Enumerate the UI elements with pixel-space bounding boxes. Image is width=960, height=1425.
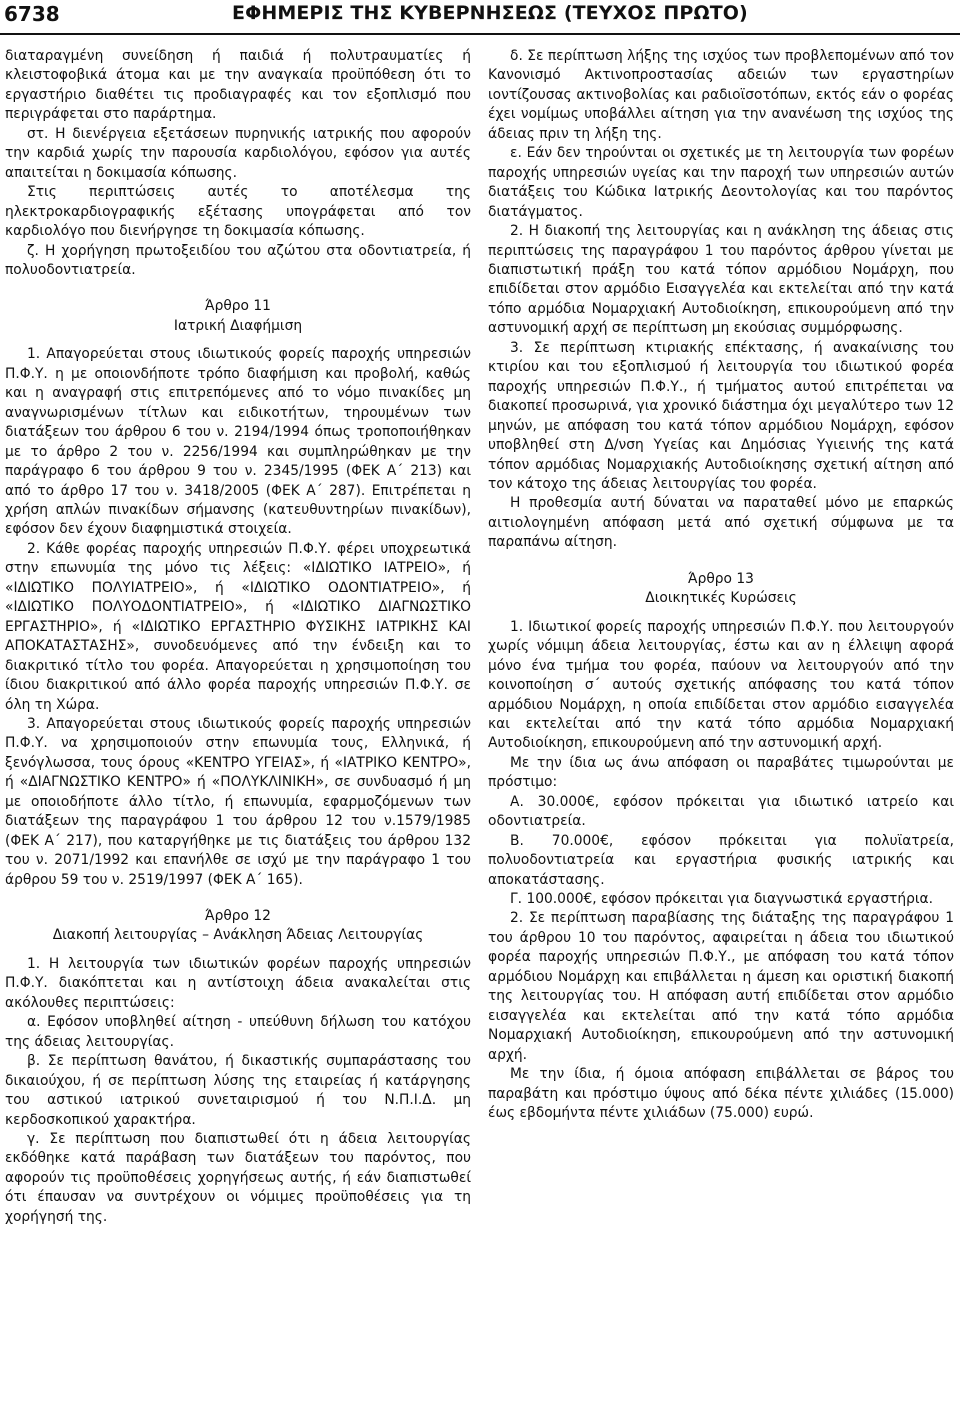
paragraph: 1. Ιδιωτικοί φορείς παροχής υπηρεσιών Π.Φ.Υ. που λειτουργούν χωρίς νόμιμη άδεια λειτουργίας, έστω και αν η έλλειψη αφορά μόνο ένα τμήμα του φορέα, παύουν να λειτουργούν από την κοινοποίηση σ΄ αυτούς σχετικής απόφασης του κατά τόπον αρμόδιου Νομάρχη, η οποία επιδίδεται στον αρμόδιο εισαγγελέα και εκτελείται από την κατά τόπο αρμόδια Νομαρχιακή Αυτοδιοίκηση, επικουρούμενη από την αστυνομική αρχή. — [488, 618, 954, 752]
paragraph: ζ. Η χορήγηση πρωτοξειδίου του αζώτου στα οδοντιατρεία, ή πολυοδοντιατρεία. — [5, 242, 471, 278]
paragraph: 2. Η διακοπή της λειτουργίας και η ανάκληση της άδειας στις περιπτώσεις της παραγράφου 1 του παρόντος άρθρου γίνεται με διαπιστωτική πράξη του κατά τόπον αρμόδιου Νομάρχη, που επιδίδεται στον αρμόδιο Εισαγγελέα και εκτελείται από την κατά τόπο αρμόδια Νομαρχιακή Αυτοδιοίκηση, επικουρούμενη από την αστυνομική αρχή σε περίπτωση μη εκούσιας συμμόρφωσης. — [488, 223, 954, 337]
paragraph: Στις περιπτώσεις αυτές το αποτέλεσμα της ηλεκτροκαρδιογραφικής εξέτασης υπογράφεται από τον καρδιολόγο που διενήργησε τη δοκιμασία κόπωσης. — [5, 184, 471, 240]
paragraph: 3. Απαγορεύεται στους ιδιωτικούς φορείς παροχής υπηρεσιών Π.Φ.Υ. να χρησιμοποιούν στην επωνυμία τους, Ελληνικά, ή ξενόγλωσσα, τους όρους «ΚΕΝΤΡΟ ΥΓΕΙΑΣ», ή «ΙΑΤΡΙΚΟ ΚΕΝΤΡΟ», ή «ΔΙΑΓΝΩΣΤΙΚΟ ΚΕΝΤΡΟ» ή «ΠΟΛΥΚΛΙΝΙΚΗ», σε συνδυασμό ή μη με οποιοδήποτε άλλο τίτλο, ή επωνυμία, εφαρμοζόμενων των διατάξεων της παραγράφου 1 του άρθρου 12 του ν.1579/1985 (ΦΕΚ Α΄ 217), που καταργήθηκε με τις διατάξεις του άρθρου 132 του ν. 2071/1992 και επανήλθε σε ισχύ με την παράγραφο 1 του άρθρου 59 του ν. 2519/1997 (ΦΕΚ Α΄ 165). — [5, 715, 471, 888]
page-number: 6738 — [4, 2, 60, 26]
paragraph: διαταραγμένη συνείδηση ή παιδιά ή πολυτραυματίες ή κλειστοφοβικά άτομα και με την αναγκαία προϋπόθεση ότι το εργαστήριο διαθέτει τις προδιαγραφές και τον εξοπλισμό που περιγράφεται στο παράρτημα. — [5, 48, 471, 123]
right-column — [488, 47, 954, 1123]
paragraph: 2. Κάθε φορέας παροχής υπηρεσιών Π.Φ.Υ. φέρει υποχρεωτικά στην επωνυμία της μόνο τις λέξεις: «ΙΔΙΩΤΙΚΟ ΙΑΤΡΕΙΟ», ή «ΙΔΙΩΤΙΚΟ ΠΟΛΥΙΑΤΡΕΙΟ», ή «ΙΔΙΩΤΙΚΟ ΟΔΟΝΤΙΑΤΡΕΙΟ», ή «ΙΔΙΩΤΙΚΟ ΠΟΛΥΟΔΟΝΤΙΑΤΡΕΙΟ», ή «ΙΔΙΩΤΙΚΟ ΔΙΑΓΝΩΣΤΙΚΟ ΕΡΓΑΣΤΗΡΙΟ», ή «ΙΔΙΩΤΙΚΟ ΕΡΓΑΣΤΗΡΙΟ ΦΥΣΙΚΗΣ ΙΑΤΡΙΚΗΣ ΚΑΙ ΑΠΟΚΑΤΑΣΤΑΣΗΣ», συνοδευόμενες από την ένδειξη και το διακριτικό τίτλο του φορέα. Απαγορεύεται η χρησιμοποίηση του ίδιου διακριτικού από άλλο φορέα παροχής υπηρεσιών Π.Φ.Υ. σε όλη τη Χώρα. — [5, 540, 471, 713]
paragraph: 3. Σε περίπτωση κτιριακής επέκτασης, ή ανακαίνισης του κτιρίου και του εξοπλισμού ή λειτουργία του ιδιωτικού φορέα παροχής υπηρεσιών Π.Φ.Υ., ή τμήματος αυτού επιτρέπεται να διακοπεί προσωρινά, για χρονικό διάστημα όχι μεγαλύτερο των 12 μηνών, με απόφαση του κατά τόπον αρμόδιου Νομάρχη, εφόσον υποβληθεί στη Δ/νση Υγείας και Δημόσιας Υγιεινής της κατά τόπον αρμόδιας Νομαρχιακής Αυτοδιοίκησης σχετική αίτηση από τον κάτοχο της άδειας λειτουργίας του φορέα. — [488, 339, 954, 492]
article-heading: Άρθρο 12 — [205, 908, 271, 925]
paragraph: Γ. 100.000€, εφόσον πρόκειται για διαγνωστικά εργαστήρια. — [510, 891, 934, 908]
paragraph: ε. Εάν δεν τηρούνται οι σχετικές με τη λειτουργία των φορέων παροχής υπηρεσιών υγείας και την παροχή των υπηρεσιών αυτών διατάξεις του Κώδικα Ιατρικής Δεοντολογίας και του παρόντος διατάγματος. — [488, 145, 954, 220]
article-heading: Διοικητικές Κυρώσεις — [645, 590, 797, 607]
paragraph: Με την ίδια ως άνω απόφαση οι παραβάτες τιμωρούνται με πρόστιμο: — [488, 754, 954, 791]
paragraph: Η προθεσμία αυτή δύναται να παραταθεί μόνο με επαρκώς αιτιολογημένη απόφαση μετά από σχετική σύμφωνα με τα παραπάνω αίτηση. — [488, 495, 954, 551]
article-heading: Άρθρο 13 — [688, 570, 754, 587]
article-heading: Άρθρο 11 — [205, 298, 271, 315]
left-column — [5, 47, 471, 1227]
paragraph: δ. Σε περίπτωση λήξης της ισχύος των προβλεπομένων από τον Κανονισμό Ακτινοπροστασίας αδειών των εργαστηρίων ιοντίζουσας ακτινοβολίας και ραδιοϊσοτόπων, εκτός εάν ο φορέας έχει νομίμως υποβάλλει αίτηση για την ανανέωση της ισχύος της άδειας πριν τη λήξη της. — [488, 48, 954, 142]
paragraph: 1. Απαγορεύεται στους ιδιωτικούς φορείς παροχής υπηρεσιών Π.Φ.Υ. η με οποιονδήποτε τρόπο διαφήμιση και προβολή, καθώς και η αναγραφή στις επιτρεπόμενες από το νόμο πινακίδες μη αναγνωρισμένων τίτλων και ειδικοτήτων, τηρουμένων των διατάξεων του άρθρου 6 του ν. 2194/1994 όπως τροποποιήθηκαν με το άρθρο 2 του ν. 2256/1994 και συμπληρώθηκαν με την παράγραφο 6 του άρθρου 9 του ν. 2345/1995 (ΦΕΚ Α΄ 213) και από το άρθρο 17 του ν. 3418/2005 (ΦΕΚ Α΄ 287). Επιτρέπεται η χρήση απλών πινακίδων σήμανσης (κατευθυντηρίων πινακίδων), εφόσον δεν έχουν διαφημιστικά στοιχεία. — [5, 346, 471, 538]
paragraph: β. Σε περίπτωση θανάτου, ή δικαστικής συμπαράστασης του δικαιούχου, ή σε περίπτωση λύσης της εταιρείας ή κατάργησης του αστικού ιατρικού συνεταιρισμού ή του Ν.Π.Ι.Δ. μη κερδοσκοπικού χαρακτήρα. — [5, 1053, 471, 1128]
paragraph: α. Εφόσον υποβληθεί αίτηση - υπεύθυνη δήλωση του κατόχου της άδειας λειτουργίας. — [5, 1014, 471, 1050]
paragraph: στ. Η διενέργεια εξετάσεων πυρηνικής ιατρικής που αφορούν την καρδιά χωρίς την παρουσία καρδιολόγου, εφόσον για αυτές απαιτείται η δοκιμασία κόπωσης. — [5, 125, 471, 181]
article-heading: Ιατρική Διαφήμιση — [173, 317, 303, 334]
article-heading: Διακοπή λειτουργίας – Ανάκληση Άδειας Λειτουργίας — [52, 927, 424, 944]
paragraph: 2. Σε περίπτωση παραβίασης της διάταξης της παραγράφου 1 του άρθρου 10 του παρόντος, αφαιρείται η άδεια του ιδιωτικού φορέα παροχής υπηρεσιών Π.Φ.Υ., με απόφαση του κατά τόπον αρμόδιου Νομάρχη και επιβάλλεται η άμεση και οριστική διακοπή της λειτουργίας του. Η απόφαση αυτή επιδίδεται στον αρμόδιο εισαγγελέα και εκτελείται από την κατά τόπο αρμόδια Νομαρχιακή Αυτοδιοίκηση, επικουρούμενη από την αστυνομική αρχή. — [488, 910, 954, 1063]
paragraph: Με την ίδια, ή όμοια απόφαση επιβάλλεται σε βάρος του παραβάτη και πρόστιμο ύψους από δέκα πέντε χιλιάδες (15.000) έως εβδομήντα πέντε χιλιάδων (75.000) ευρώ. — [488, 1066, 954, 1122]
page-header — [0, 0, 960, 34]
paragraph: γ. Σε περίπτωση που διαπιστωθεί ότι η άδεια λειτουργίας εκδόθηκε κατά παράβαση των διατάξεων του παρόντος, που αφορούν τις προϋποθέσεις χορηγήσεως αυτής, ή εάν διαπιστωθεί ότι έπαυσαν να συντρέχουν οι νόμιμες προϋποθέσεις για τη χορήγησή της. — [5, 1131, 471, 1225]
journal-title: ΕΦΗΜΕΡΙΣ ΤΗΣ ΚΥΒΕΡΝΗΣΕΩΣ (ΤΕΥΧΟΣ ΠΡΩΤΟ) — [232, 2, 748, 24]
header-rule — [0, 33, 960, 35]
paragraph: Β. 70.000€, εφόσον πρόκειται για πολυϊατρεία, πολυοδοντιατρεία και εργαστήρια φυσικής ιατρικής και αποκατάστασης. — [488, 832, 954, 888]
paragraph: Α. 30.000€, εφόσον πρόκειται για ιδιωτικό ιατρείο και οδοντιατρεία. — [488, 793, 954, 830]
paragraph: 1. Η λειτουργία των ιδιωτικών φορέων παροχής υπηρεσιών Π.Φ.Υ. διακόπτεται και η αντίστοιχη άδεια ανακαλείται στις ακόλουθες περιπτώσεις: — [5, 955, 471, 1011]
